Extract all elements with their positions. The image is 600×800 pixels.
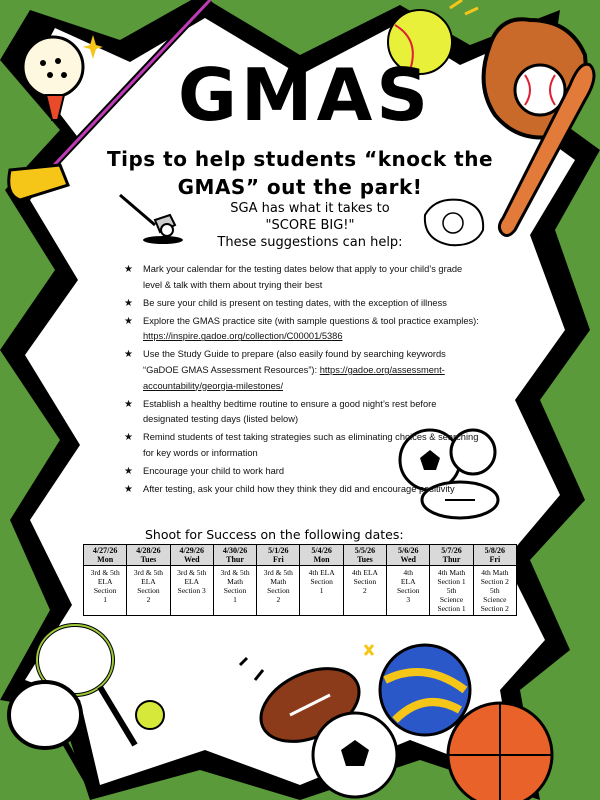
schedule-cell	[430, 566, 473, 616]
schedule-cell	[387, 566, 430, 616]
schedule-day: Wed	[183, 555, 200, 564]
schedule-cell-line: 2	[363, 586, 367, 595]
page-subtitle: Tips to help students “knock the GMAS” out the park!	[106, 147, 494, 199]
schedule-date: 5/1/26	[268, 546, 289, 555]
star-icon: ★	[124, 315, 133, 327]
balls-pile-icon	[235, 640, 600, 800]
tennis-racket-icon	[0, 615, 175, 800]
tip-text: Encourage your child to work hard	[143, 466, 285, 477]
list-item	[118, 430, 480, 461]
star-icon: ★	[124, 264, 133, 275]
schedule-cell-line: Section	[267, 586, 290, 595]
page-title: GMAS	[177, 53, 433, 137]
intro-line-2: "SCORE BIG!"	[265, 218, 355, 233]
schedule-header-row	[84, 545, 517, 566]
schedule-cell-line: 2	[146, 595, 151, 604]
tip-text: Establish a healthy bedtime routine to ensure a good night’s rest before designated testing days (listed below)	[143, 398, 437, 425]
star-icon: ★	[124, 466, 133, 478]
list-item	[118, 464, 480, 480]
tips-list	[118, 262, 480, 500]
schedule-date: 5/6/26	[398, 546, 419, 555]
schedule-date: 5/8/26	[484, 546, 506, 555]
schedule-cell-line: 3rd & 5th	[220, 568, 250, 577]
schedule-date: 5/7/26	[441, 546, 462, 555]
list-item	[118, 296, 480, 312]
list-item	[118, 482, 480, 498]
schedule-cell-line: 5th	[446, 586, 457, 595]
list-item	[118, 347, 480, 394]
schedule-cell-line: Section 1	[437, 604, 466, 613]
schedule-date: 4/29/26	[179, 546, 204, 555]
schedule-cell-line: Section 3	[177, 586, 206, 595]
schedule-cell-line: 3rd & 5th	[263, 568, 293, 577]
baseball-bat-icon	[495, 60, 600, 245]
star-icon: ★	[124, 297, 133, 309]
schedule-cell-line: Section 2	[480, 577, 509, 586]
schedule-cell	[127, 566, 170, 616]
schedule-cell-line: Section	[396, 586, 420, 595]
schedule-cell-line: ELA	[141, 577, 156, 586]
schedule-cell	[343, 566, 386, 616]
schedule-day: Thur	[226, 555, 244, 564]
schedule-date-header	[387, 545, 430, 566]
tip-text: Be sure your child is present on testing dates, with the exception of illness	[143, 297, 447, 308]
schedule-cell	[170, 566, 213, 616]
schedule-cell-line: Section	[137, 586, 160, 595]
intro-line-1: SGA has what it takes to	[230, 201, 390, 216]
tip-text: Mark your calendar for the testing dates below that apply to your child’s grade level & talk with them about trying their best	[143, 264, 463, 290]
schedule-day: Thur	[442, 555, 461, 564]
schedule-date: 4/30/26	[222, 546, 248, 555]
star-icon: ★	[124, 432, 133, 444]
schedule-cell	[473, 566, 516, 616]
schedule-cell-line: 1	[233, 595, 237, 604]
schedule-cell-line: ELA	[184, 577, 200, 586]
star-icon: ★	[124, 484, 133, 496]
schedule-date: 4/28/26	[136, 546, 161, 555]
schedule-cell-line: Section 1	[437, 577, 466, 586]
schedule-date-header	[343, 545, 386, 566]
schedule-cell	[257, 566, 300, 616]
schedule-cell	[300, 566, 343, 616]
schedule-cell-line: Math	[227, 577, 243, 586]
schedule-cell-line: Section	[353, 577, 377, 586]
tip-text: Explore the GMAS practice site (with sample questions & tool practice examples):	[143, 315, 479, 326]
intro-block	[195, 200, 425, 251]
schedule-cell-line: 2	[276, 595, 281, 604]
schedule-cell	[84, 566, 127, 616]
schedule-cell-line: 5th	[490, 586, 500, 595]
schedule-day: Mon	[97, 555, 114, 564]
schedule-cell-line: Science	[483, 595, 507, 604]
schedule-cell-line: 4th	[403, 568, 414, 577]
schedule-cell-line: Science	[439, 595, 464, 604]
schedule-cell-line: Math	[270, 577, 287, 586]
schedule-day: Tues	[357, 555, 373, 564]
schedule-cell-line: 4th ELA	[308, 568, 335, 577]
schedule-cell-line: ELA	[97, 577, 113, 586]
practice-site-link[interactable]: https://inspire.gadoe.org/collection/C00001/5386	[143, 331, 343, 342]
schedule-date: 5/4/26	[311, 546, 332, 555]
schedule-date-header	[170, 545, 213, 566]
schedule-cell-line: 4th ELA	[351, 568, 378, 577]
schedule-date-header	[127, 545, 170, 566]
baseball-glove-small-icon	[415, 195, 490, 250]
schedule-cell-line: Section	[310, 577, 333, 586]
schedule-cell-line: 4th Math	[437, 568, 466, 577]
schedule-cell-line: 3rd & 5th	[133, 568, 164, 577]
tip-text: After testing, ask your child how they think they did and encourage positivity	[143, 484, 455, 495]
schedule-cell-line: 1	[319, 586, 324, 595]
schedule-cell-line: ELA	[400, 577, 416, 586]
star-icon: ★	[124, 398, 133, 410]
tip-text: Use the Study Guide to prepare (also easily found by searching keywords “GaDOE GMAS Assessment Resources”):	[143, 349, 446, 376]
schedule-day: Tues	[140, 555, 157, 564]
schedule-cell	[213, 566, 256, 616]
star-icon: ★	[124, 349, 133, 361]
schedule-date-header	[300, 545, 343, 566]
list-item	[118, 314, 480, 345]
schedule-day: Fri	[273, 555, 284, 564]
study-guide-link[interactable]: https://gadoe.org/assessment-accountability/georgia-milestones/	[143, 365, 445, 391]
schedule-cell-line: 3	[406, 595, 411, 604]
schedule-date-header	[213, 545, 256, 566]
schedule-cell-line: 3rd & 5th	[90, 568, 120, 577]
schedule-cell-line: 3rd & 5th	[177, 568, 207, 577]
schedule-day: Mon	[313, 555, 330, 564]
schedule-cell-line: 4th Math	[481, 568, 509, 577]
schedule-date-header	[430, 545, 473, 566]
tip-text: Remind students of test taking strategies such as eliminating choices & searching for key words or information	[143, 432, 479, 459]
schedule-date-header	[84, 545, 127, 566]
schedule-cell-line: Section	[223, 586, 247, 595]
schedule-date-header	[473, 545, 516, 566]
list-item	[118, 262, 480, 293]
schedule-day: Fri	[489, 555, 501, 564]
schedule-cell-line: Section	[93, 586, 117, 595]
schedule-table	[83, 544, 517, 616]
list-item	[118, 397, 480, 428]
schedule-date-header	[257, 545, 300, 566]
schedule-body-row	[84, 566, 517, 616]
intro-line-3: These suggestions can help:	[217, 235, 403, 250]
schedule-date: 4/27/26	[92, 546, 118, 555]
schedule-heading: Shoot for Success on the following dates:	[145, 527, 404, 542]
schedule-date: 5/5/26	[354, 546, 376, 555]
schedule-cell-line: 1	[103, 595, 108, 604]
schedule-day: Wed	[400, 555, 416, 564]
schedule-cell-line: Section 2	[480, 604, 509, 613]
